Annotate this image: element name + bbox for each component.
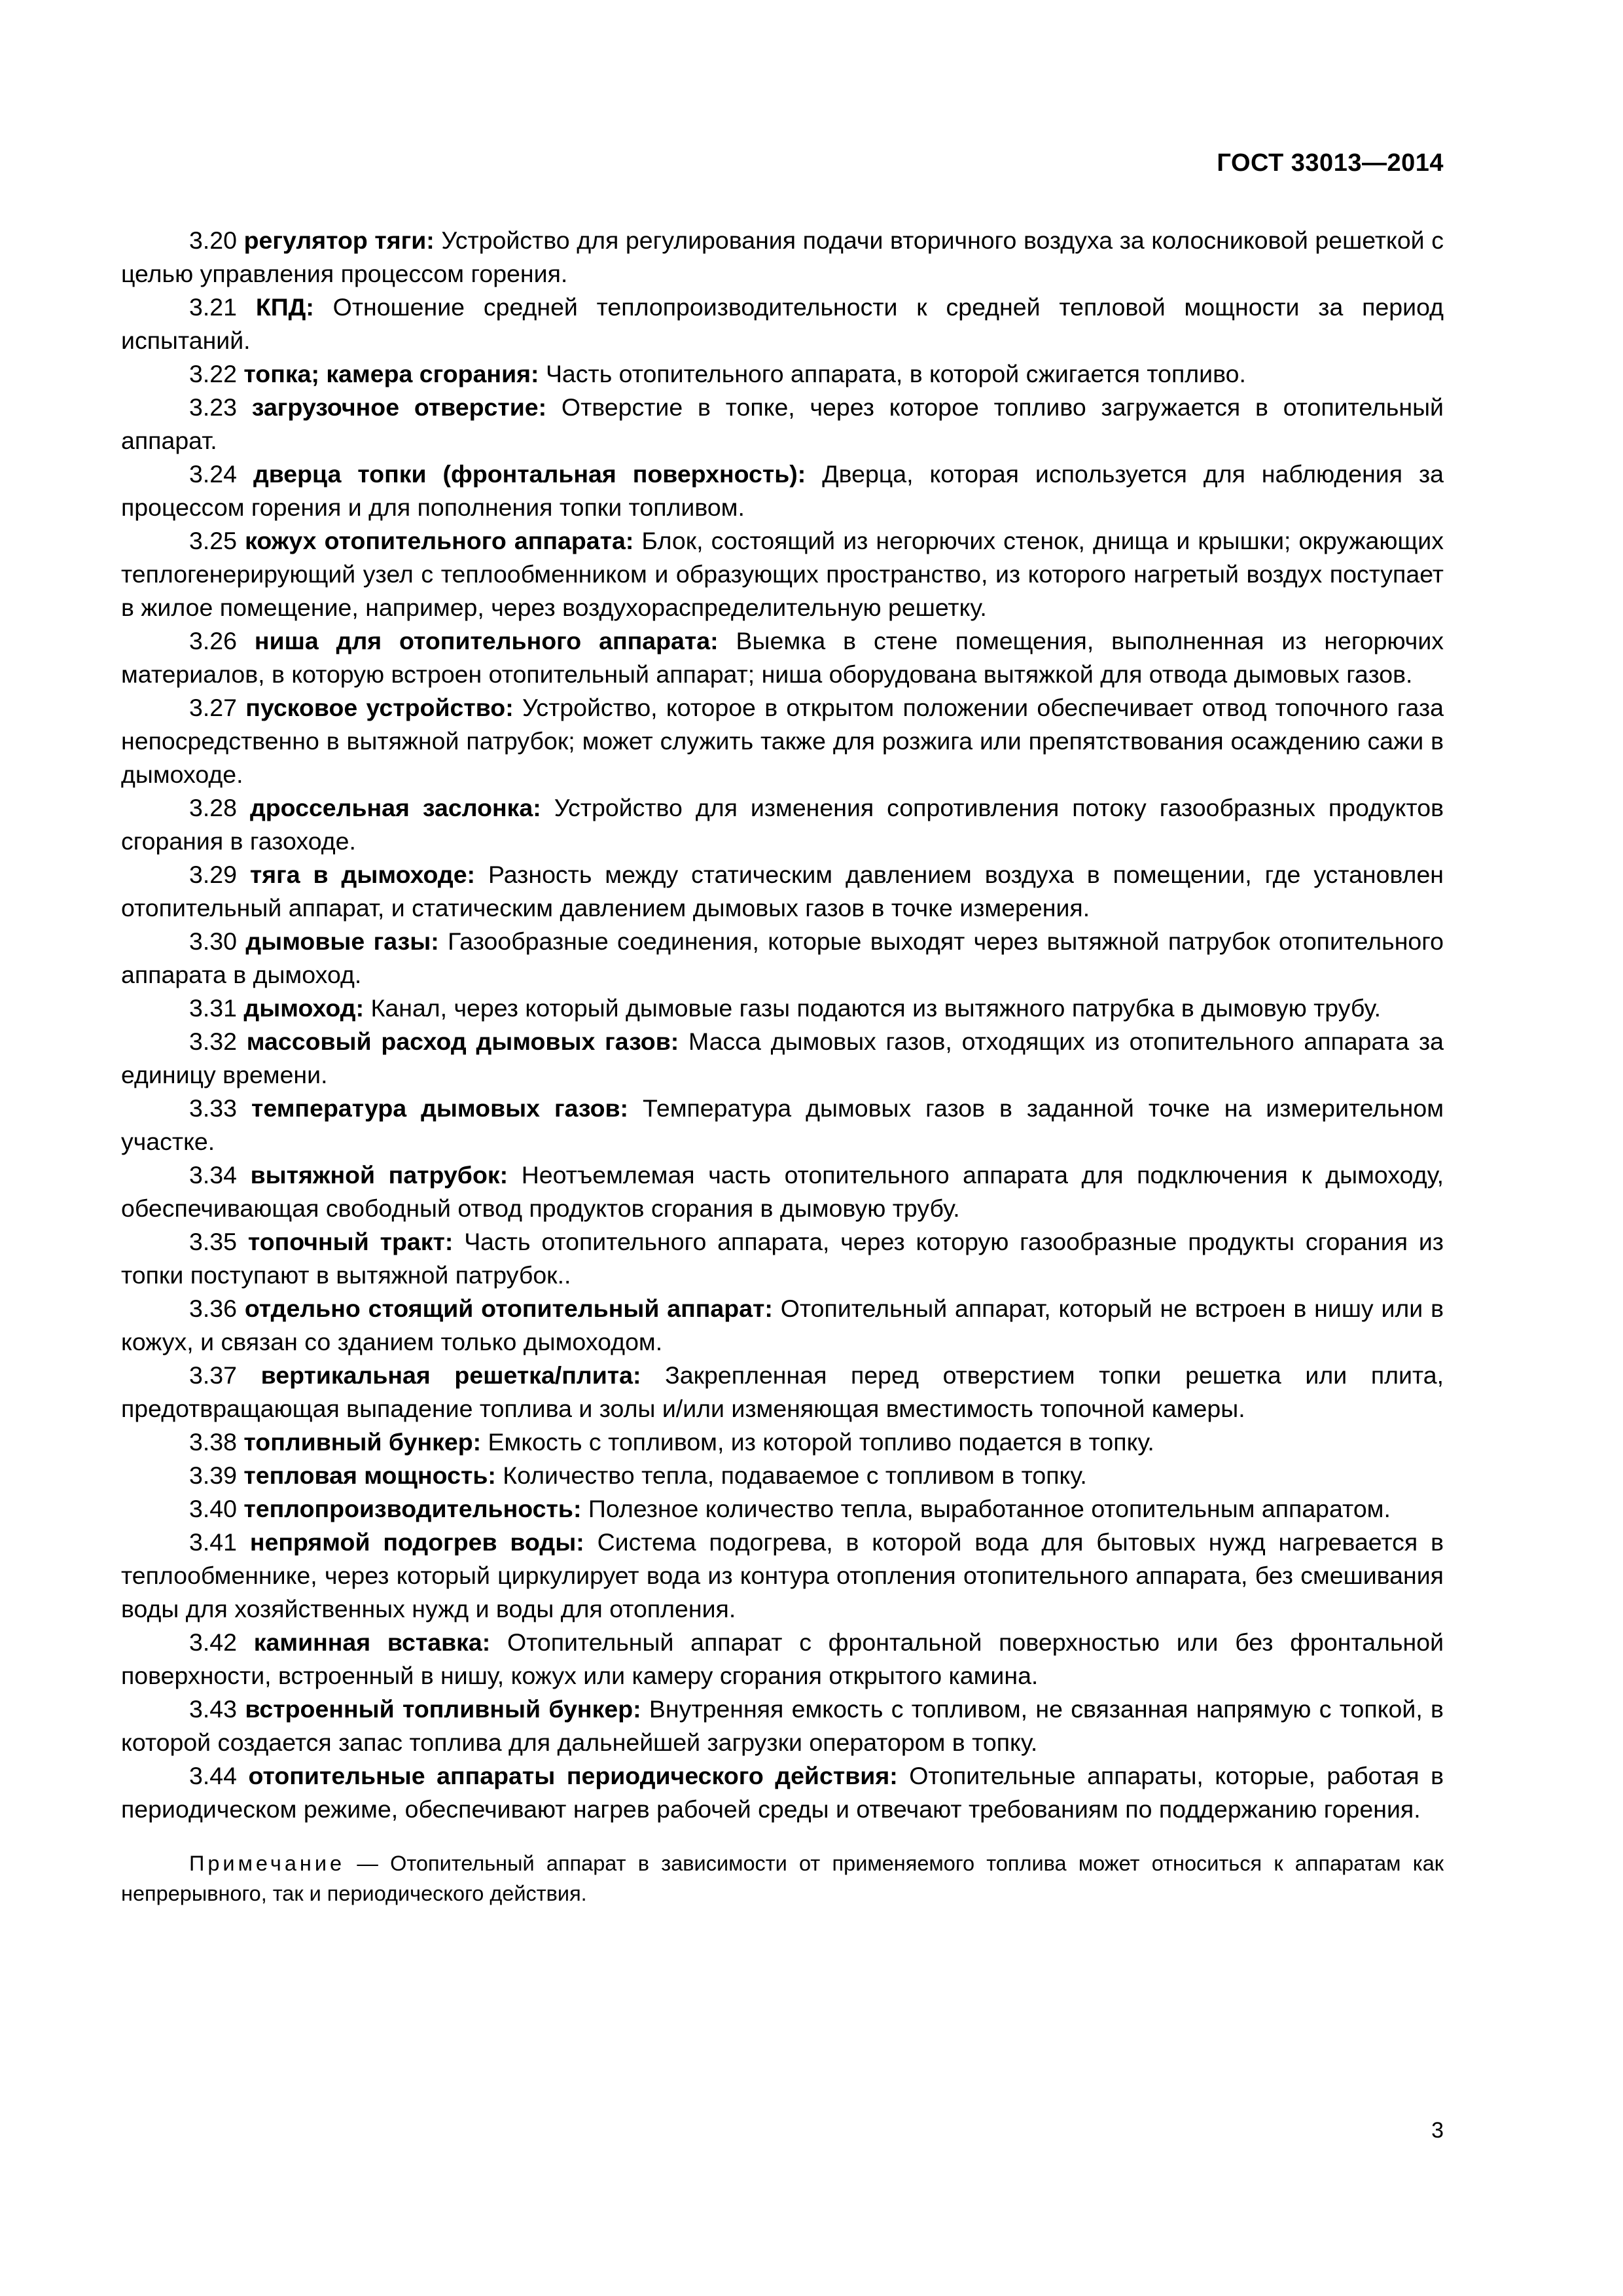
term-number: 3.32 (189, 1028, 237, 1055)
term-definition: Масса дымовых газов, отходящих из отопительного аппарата за единицу времени. (121, 1028, 1444, 1088)
term-3-20 (121, 224, 1444, 291)
term-name: пусковое устройство: (245, 694, 514, 721)
term-3-24 (121, 457, 1444, 524)
term-name: непрямой подогрев воды: (249, 1528, 584, 1556)
term-number: 3.42 (189, 1628, 237, 1656)
term-number: 3.31 (189, 994, 237, 1022)
term-definition: Отверстие в топке, через которое топливо загружается в отопительный аппарат. (121, 393, 1444, 454)
term-name: КПД: (255, 293, 314, 321)
term-name: дымовые газы: (245, 927, 439, 955)
term-number: 3.23 (189, 393, 237, 421)
term-definition: Неотъемлемая часть отопительного аппарата для подключения к дымоходу, обеспечивающая свободный отвод продуктов сгорания в дымовую трубу. (121, 1161, 1444, 1222)
term-name: топливный бункер: (243, 1428, 482, 1456)
term-number: 3.26 (189, 627, 237, 655)
term-3-34 (121, 1158, 1444, 1225)
term-number: 3.37 (189, 1361, 237, 1389)
term-3-44 (121, 1759, 1444, 1826)
term-name: ниша для отопительного аппарата: (254, 627, 719, 655)
term-3-26 (121, 624, 1444, 691)
term-3-22 (121, 357, 1444, 391)
term-definition: Выемка в стене помещения, выполненная из негорючих материалов, в которую встроен отопительный аппарат; ниша оборудована вытяжкой для отвода дымовых газов. (121, 627, 1444, 688)
note-text: — Отопительный аппарат в зависимости от применяемого топлива может относиться к аппаратам как непрерывного, так и периодического действия. (121, 1852, 1444, 1905)
term-number: 3.44 (189, 1762, 237, 1789)
term-name: загрузочное отверстие: (251, 393, 547, 421)
term-definition: Внутренняя емкость с топливом, не связанная напрямую с топкой, в которой создается запас топлива для дальнейшей загрузки оператором в топку. (121, 1695, 1444, 1756)
term-3-23 (121, 391, 1444, 457)
term-definition: Устройство, которое в открытом положении обеспечивает отвод топочного газа непосредственно в вытяжной патрубок; может служить также для розжига или препятствования осаждению сажи в дымоходе. (121, 694, 1444, 788)
term-name: дверца топки (фронтальная поверхность): (253, 460, 806, 488)
term-name: дымоход: (243, 994, 365, 1022)
note-label: Примечание (189, 1852, 346, 1875)
term-3-27 (121, 691, 1444, 791)
term-3-41 (121, 1526, 1444, 1626)
term-name: топка; камера сгорания: (243, 360, 539, 387)
term-3-28 (121, 791, 1444, 858)
term-number: 3.22 (189, 360, 237, 387)
term-name: массовый расход дымовых газов: (246, 1028, 679, 1055)
term-number: 3.20 (189, 226, 237, 254)
terms-section (121, 224, 1444, 1930)
term-name: дроссельная заслонка: (249, 794, 541, 821)
term-name: вертикальная решетка/плита: (260, 1361, 641, 1389)
term-number: 3.43 (189, 1695, 237, 1723)
term-number: 3.24 (189, 460, 237, 488)
term-definition: Система подогрева, в которой вода для бытовых нужд нагревается в теплообменнике, через который циркулирует вода из контура отопления отопительного аппарата, без смешивания воды для хозяйственных нужд и воды для отопления. (121, 1528, 1444, 1623)
term-number: 3.34 (189, 1161, 237, 1189)
term-number: 3.25 (189, 527, 237, 554)
term-name: кожух отопительного аппарата: (245, 527, 634, 554)
term-name: тепловая мощность: (243, 1462, 496, 1489)
term-number: 3.38 (189, 1428, 237, 1456)
term-name: встроенный топливный бункер: (245, 1695, 641, 1723)
term-definition: Часть отопительного аппарата, через которую газообразные продукты сгорания из топки поступают в вытяжной патрубок.. (121, 1228, 1444, 1289)
term-definition: Канал, через который дымовые газы подаются из вытяжного патрубка в дымовую трубу. (370, 994, 1381, 1022)
term-3-36 (121, 1292, 1444, 1359)
term-definition: Отопительный аппарат с фронтальной поверхностью или без фронтальной поверхности, встроенный в нишу, кожух или камеру сгорания открытого камина. (121, 1628, 1444, 1689)
term-name: теплопроизводительность: (243, 1495, 582, 1522)
term-definition: Температура дымовых газов в заданной точке на измерительном участке. (121, 1094, 1444, 1155)
term-definition: Блок, состоящий из негорючих стенок, днища и крышки; окружающих теплогенерирующий узел с теплообменником и образующих пространство, из которого нагретый воздух поступает в жилое помещение, например, через воздухораспределительную решетку. (121, 527, 1444, 621)
term-3-33 (121, 1092, 1444, 1158)
term-number: 3.36 (189, 1295, 237, 1322)
term-name: температура дымовых газов: (251, 1094, 629, 1122)
term-number: 3.27 (189, 694, 237, 721)
term-3-30 (121, 925, 1444, 992)
term-number: 3.41 (189, 1528, 237, 1556)
term-3-43 (121, 1693, 1444, 1759)
term-definition: Полезное количество тепла, выработанное отопительным аппаратом. (588, 1495, 1391, 1522)
term-number: 3.30 (189, 927, 237, 955)
term-number: 3.35 (189, 1228, 237, 1255)
term-definition: Емкость с топливом, из которой топливо подается в топку. (488, 1428, 1154, 1456)
term-definition: Отношение средней теплопроизводительности к средней тепловой мощности за период испытаний. (121, 293, 1444, 354)
term-3-40 (121, 1492, 1444, 1526)
term-definition: Отопительный аппарат, который не встроен в нишу или в кожух, и связан со зданием только дымоходом. (121, 1295, 1444, 1355)
term-3-35 (121, 1225, 1444, 1292)
term-definition: Отопительные аппараты, которые, работая в периодическом режиме, обеспечивают нагрев рабочей среды и отвечают требованиям по поддержанию горения. (121, 1762, 1444, 1823)
term-3-25 (121, 524, 1444, 624)
term-name: отопительные аппараты периодического действия: (248, 1762, 898, 1789)
term-name: тяга в дымоходе: (249, 861, 476, 888)
term-3-42 (121, 1626, 1444, 1693)
term-number: 3.33 (189, 1094, 237, 1122)
term-name: каминная вставка: (253, 1628, 491, 1656)
term-definition: Устройство для изменения сопротивления потоку газообразных продуктов сгорания в газоходе. (121, 794, 1444, 855)
term-number: 3.39 (189, 1462, 237, 1489)
term-number: 3.28 (189, 794, 237, 821)
page-number: 3 (1431, 2118, 1444, 2143)
term-definition: Разность между статическим давлением воздуха в помещении, где установлен отопительный аппарат, и статическим давлением дымовых газов в точке измерения. (121, 861, 1444, 922)
document-code-header: ГОСТ 33013—2014 (1217, 149, 1444, 177)
term-3-31 (121, 992, 1444, 1025)
term-name: регулятор тяги: (243, 226, 435, 254)
term-definition: Устройство для регулирования подачи вторичного воздуха за колосниковой решеткой с целью управления процессом горения. (121, 226, 1444, 287)
term-number: 3.40 (189, 1495, 237, 1522)
term-name: отдельно стоящий отопительный аппарат: (244, 1295, 773, 1322)
note-paragraph (121, 1848, 1444, 1909)
term-3-38 (121, 1426, 1444, 1459)
term-definition: Газообразные соединения, которые выходят через вытяжной патрубок отопительного аппарата в дымоход. (121, 927, 1444, 988)
term-3-37 (121, 1359, 1444, 1426)
term-number: 3.21 (189, 293, 237, 321)
term-definition: Количество тепла, подаваемое с топливом в топку. (503, 1462, 1087, 1489)
term-definition: Дверца, которая используется для наблюдения за процессом горения и для пополнения топки топливом. (121, 460, 1444, 521)
term-3-32 (121, 1025, 1444, 1092)
term-definition: Закрепленная перед отверстием топки решетка или плита, предотвращающая выпадение топлива и золы и/или изменяющая вместимость топочной камеры. (121, 1361, 1444, 1422)
term-3-21 (121, 291, 1444, 357)
term-3-39 (121, 1459, 1444, 1492)
term-name: вытяжной патрубок: (250, 1161, 508, 1189)
term-definition: Часть отопительного аппарата, в которой сжигается топливо. (545, 360, 1246, 387)
term-name: топочный тракт: (247, 1228, 454, 1255)
term-number: 3.29 (189, 861, 237, 888)
term-3-29 (121, 858, 1444, 925)
